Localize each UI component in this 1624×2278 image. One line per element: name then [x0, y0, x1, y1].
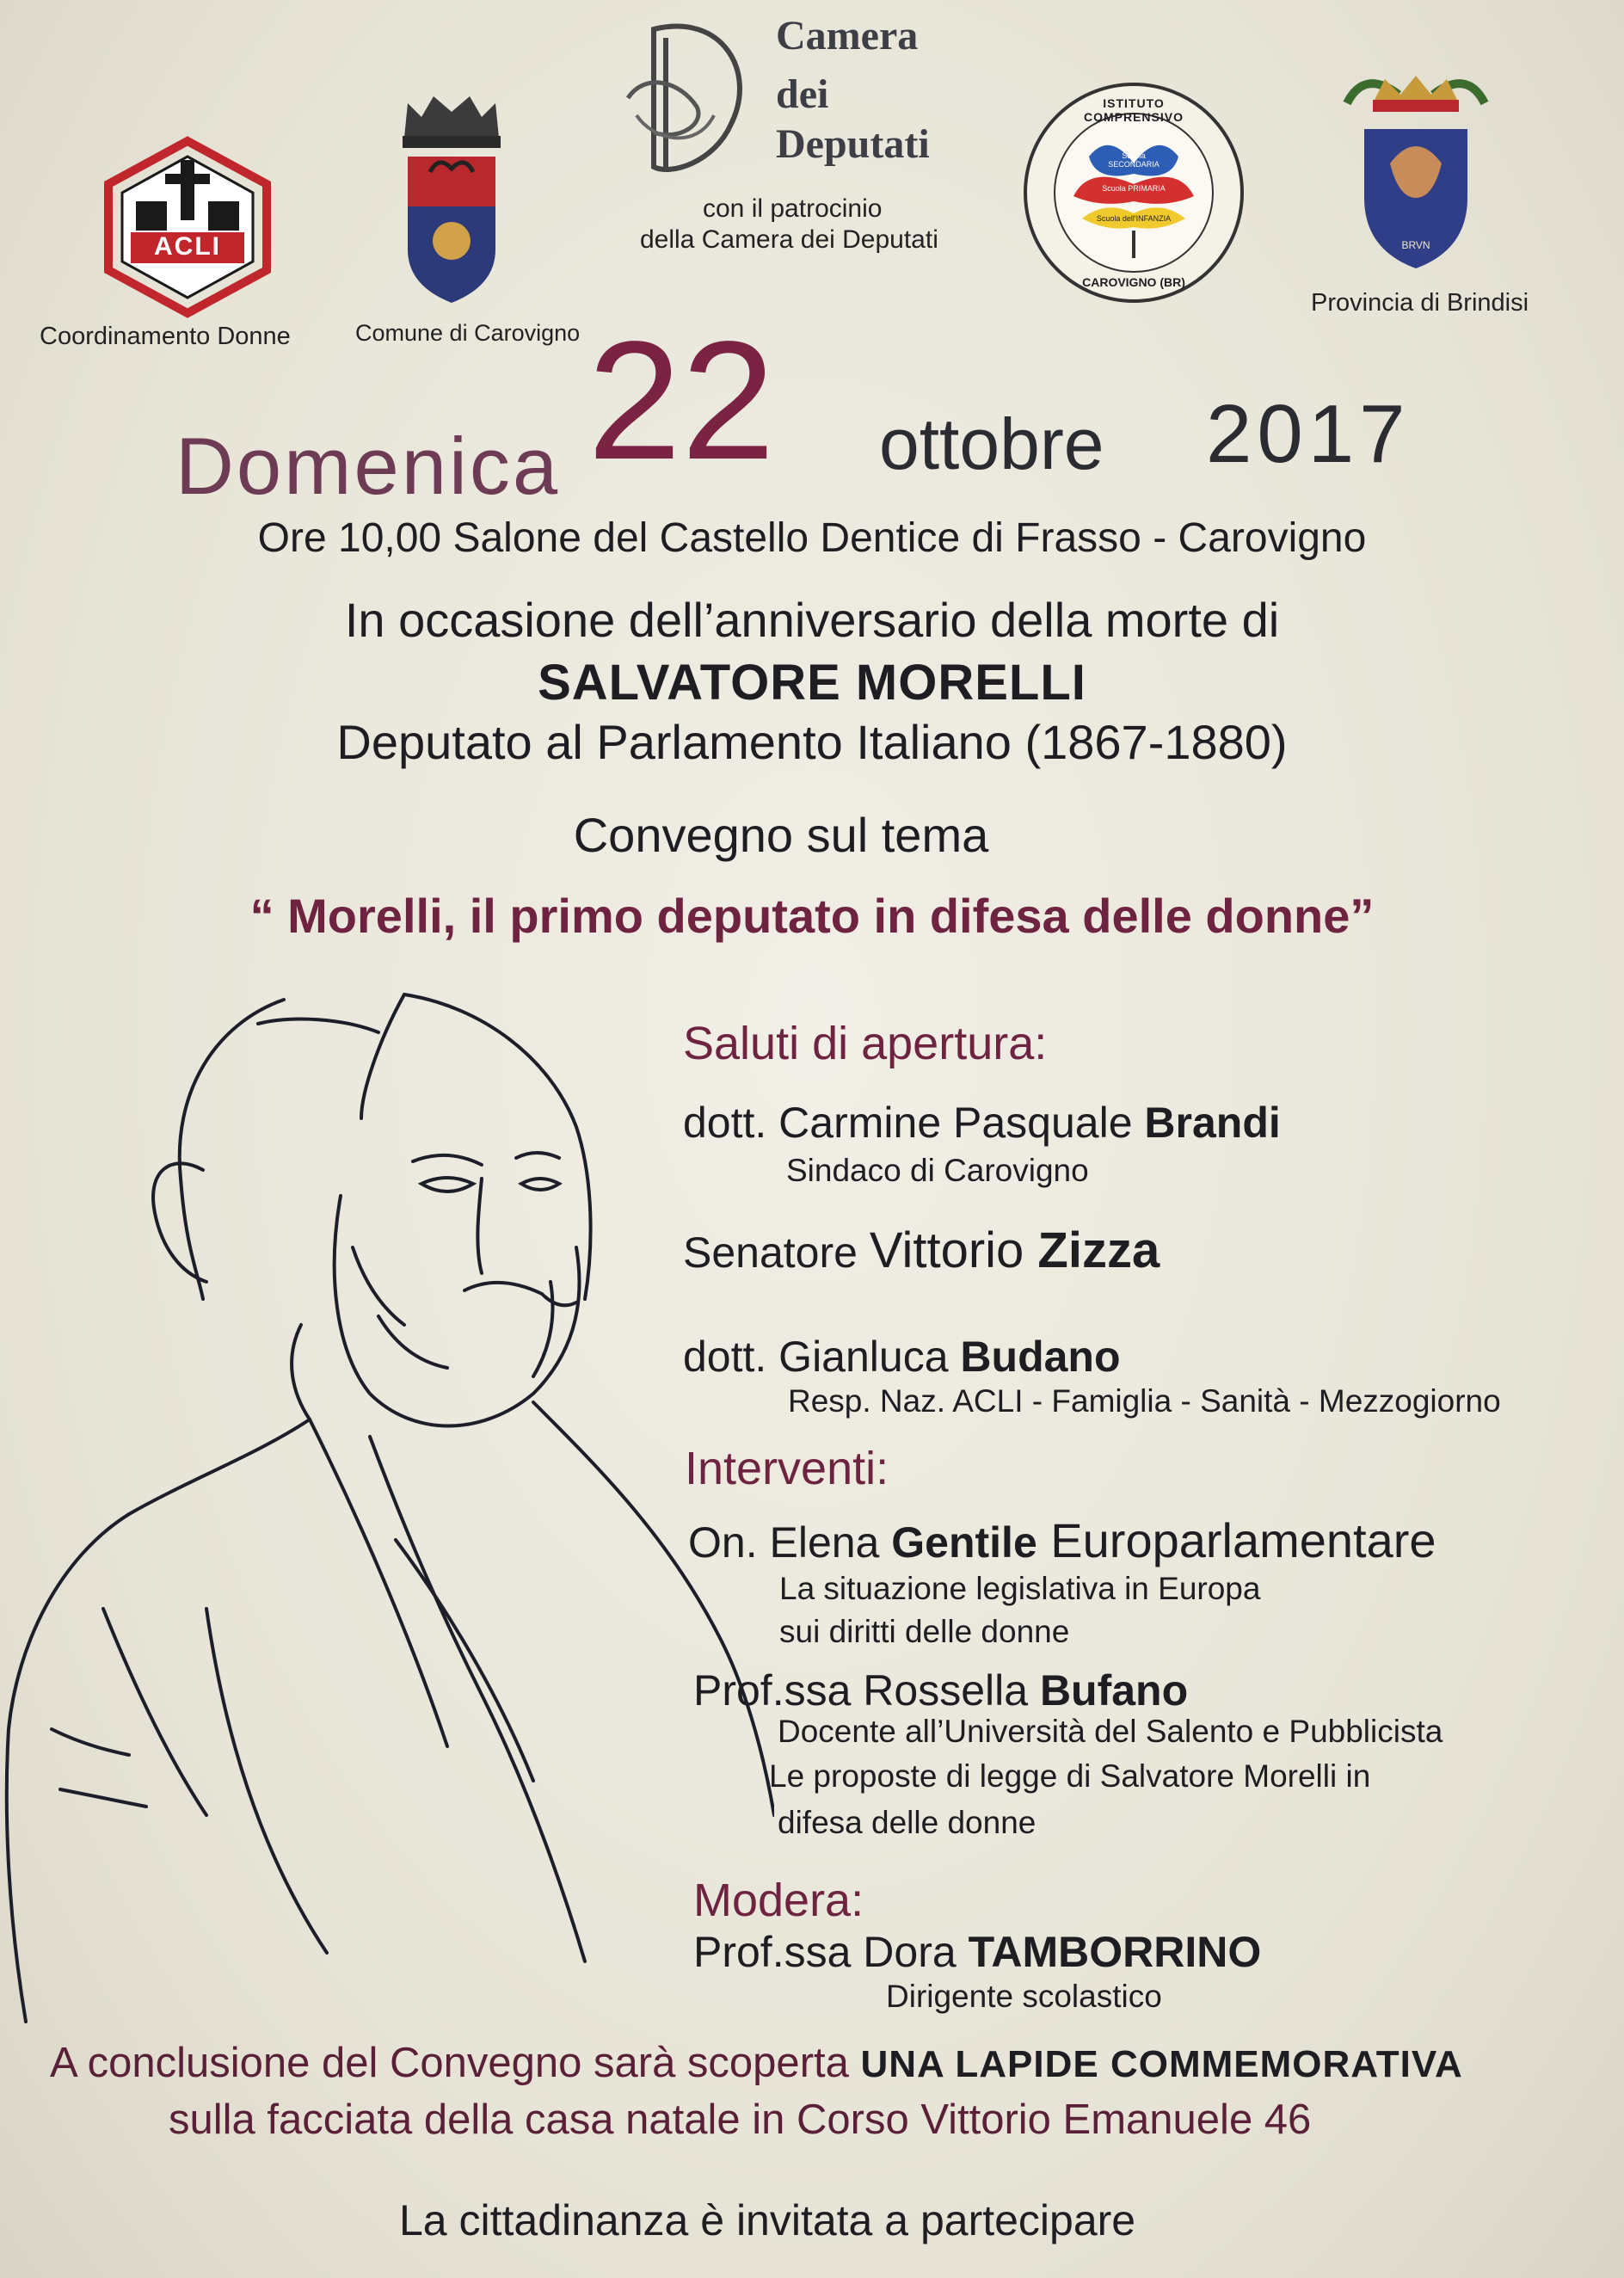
speaker-bufano-topic-2: difesa delle donne — [778, 1805, 1037, 1840]
camera-name-line2: dei — [776, 71, 829, 117]
camera-monogram — [619, 12, 757, 193]
carovigno-crest-icon — [396, 86, 508, 310]
speaker-brandi — [683, 1098, 1281, 1148]
event-honoree-role: Deputato al Parlamento Italiano (1867-1880) — [336, 715, 1288, 769]
brindisi-caption: Provincia di Brindisi — [1311, 289, 1529, 317]
speaker-gentile-surname: Gentile — [891, 1518, 1037, 1567]
moderator-surname: TAMBORRINO — [968, 1928, 1262, 1976]
speaker-bufano-surname: Bufano — [1039, 1666, 1189, 1715]
moderator — [693, 1927, 1261, 1977]
speaker-bufano-role: Docente all’Università del Salento e Pubblicista — [778, 1714, 1443, 1749]
speaker-bufano-topic-1: Le proposte di legge di Salvatore Morelli in — [769, 1758, 1371, 1794]
morelli-portrait — [0, 989, 774, 2082]
istituto-inner-2: Scuola PRIMARIA — [1102, 184, 1166, 193]
speaker-brandi-role: Sindaco di Carovigno — [786, 1153, 1089, 1188]
speaker-zizza — [683, 1222, 1160, 1279]
closing-line1-text: A conclusione del Convegno sarà scoperta — [50, 2040, 861, 2086]
istituto-seal — [1020, 79, 1247, 306]
speaker-bufano-prefix: Prof.ssa Rossella — [693, 1666, 1040, 1715]
closing-line1 — [50, 2039, 1463, 2087]
speaker-budano — [683, 1332, 1121, 1382]
closing-invite: La cittadinanza è invitata a partecipare — [399, 2196, 1136, 2244]
istituto-inner-1: Scuola SECONDARIA — [1108, 151, 1160, 169]
closing-line2: sulla facciata della casa natale in Corso Vittorio Emanuele 46 — [169, 2096, 1312, 2143]
patrocinio-line1: con il patrocinio — [703, 194, 883, 223]
patrocinio-line2: della Camera dei Deputati — [640, 225, 938, 254]
istituto-ring-top: ISTITUTO COMPRENSIVO — [1083, 96, 1184, 124]
camera-monogram-icon — [619, 12, 757, 193]
speaker-zizza-prefix: Senatore — [683, 1228, 870, 1277]
speaker-brandi-surname: Brandi — [1144, 1099, 1281, 1147]
event-day: 22 — [587, 306, 776, 495]
event-year: 2017 — [1206, 388, 1411, 480]
istituto-ring-bottom: CAROVIGNO (BR) — [1082, 275, 1185, 289]
speaker-bufano — [693, 1665, 1188, 1715]
acli-hexagon-icon — [102, 136, 274, 318]
carovigno-crest — [396, 86, 508, 310]
event-occasion: In occasione dell’anniversario della morte di — [344, 593, 1280, 647]
speaker-gentile-topic-1: La situazione legislativa in Europa — [779, 1571, 1261, 1606]
acli-caption: Coordinamento Donne — [40, 323, 291, 350]
speaker-gentile-topic-2: sui diritti delle donne — [779, 1614, 1070, 1649]
event-weekday: Domenica — [175, 421, 561, 511]
moderator-role: Dirigente scolastico — [886, 1979, 1162, 2014]
speaker-budano-role: Resp. Naz. ACLI - Famiglia - Sanità - Mezzogiorno — [788, 1383, 1501, 1419]
brindisi-shield-text: BRVN — [1401, 239, 1430, 251]
speaker-brandi-prefix: dott. Carmine Pasquale — [683, 1099, 1145, 1147]
event-honoree: SALVATORE MORELLI — [538, 655, 1086, 711]
interventi-heading: Interventi: — [685, 1443, 889, 1494]
speaker-gentile-prefix: On. Elena — [688, 1518, 892, 1567]
speaker-budano-surname: Budano — [960, 1333, 1121, 1381]
saluti-heading: Saluti di apertura: — [683, 1018, 1048, 1069]
istituto-inner-3: Scuola dell'INFANZIA — [1096, 214, 1172, 223]
speaker-gentile — [688, 1512, 1436, 1568]
event-time-place: Ore 10,00 Salone del Castello Dentice di Frasso - Carovigno — [257, 515, 1367, 561]
speaker-zizza-name: Vittorio — [869, 1222, 1038, 1278]
speaker-gentile-suffix: Europarlamentare — [1037, 1513, 1436, 1567]
carovigno-caption: Comune di Carovigno — [355, 320, 581, 346]
acli-logo-text: ACLI — [154, 232, 221, 261]
speaker-budano-prefix: dott. Gianluca — [683, 1333, 961, 1381]
speaker-zizza-surname: Zizza — [1037, 1222, 1160, 1278]
event-theme-title: “ Morelli, il primo deputato in difesa delle donne” — [249, 889, 1375, 943]
camera-name-line1: Camera — [776, 13, 919, 58]
acli-logo — [102, 136, 274, 318]
event-month: ottobre — [879, 403, 1104, 484]
moderator-prefix: Prof.ssa Dora — [693, 1928, 969, 1976]
modera-heading: Modera: — [693, 1875, 864, 1926]
closing-line1-bold: UNA LAPIDE COMMEMORATIVA — [860, 2043, 1463, 2085]
camera-name-line3: Deputati — [776, 121, 930, 167]
brindisi-crest — [1338, 69, 1493, 275]
event-theme-intro: Convegno sul tema — [573, 808, 989, 862]
